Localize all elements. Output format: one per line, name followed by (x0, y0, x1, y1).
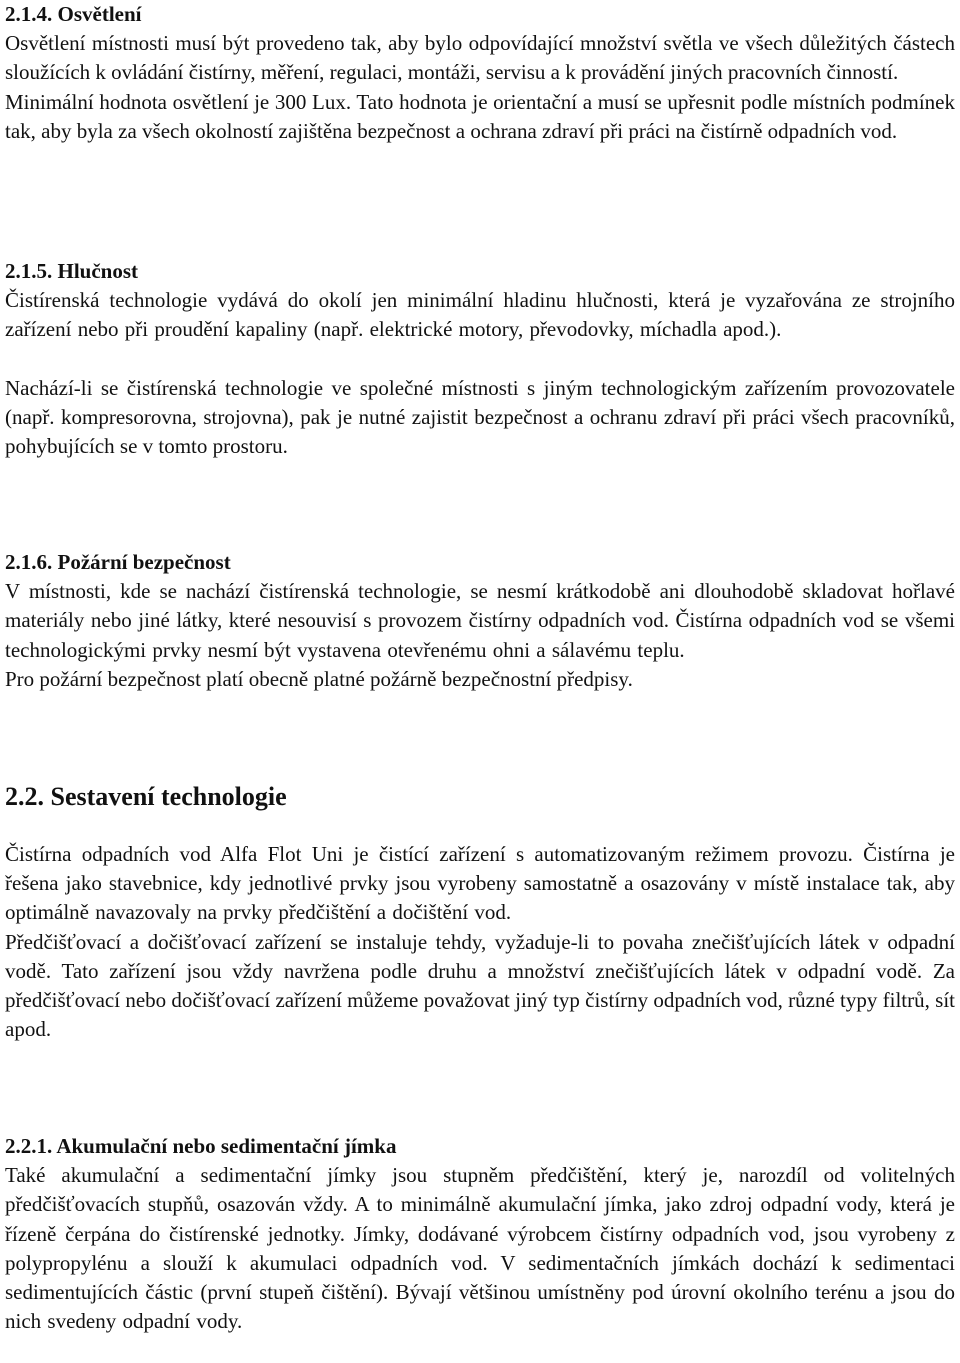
paragraph: Čistírenská technologie vydává do okolí jen minimální hladinu hlučnosti, která je vyzařována ze strojního zařízení nebo při proudění kapaliny (např. elektrické motory, převodovky, míchadla apod.). (5, 288, 955, 342)
paragraph: Čistírna odpadních vod Alfa Flot Uni je čistící zařízení s automatizovaným režimem provozu. Čistírna je řešena jako stavebnice, kdy jednotlivé prvky jsou vyrobeny samostatně a osazovány v místě instalace tak, aby optimálně navazovaly na prvky předčištění a dočištění vod. (5, 842, 955, 925)
section-technology-assembly (5, 782, 955, 1044)
paragraph: Osvětlení místnosti musí být provedeno tak, aby bylo odpovídající množství světla ve všech důležitých částech sloužících k ovládání čistírny, měření, regulaci, montáži, servisu a k provádění jiných pracovních činností. (5, 31, 955, 85)
paragraph: Také akumulační a sedimentační jímky jsou stupněm předčištění, který je, narozdíl od volitelných předčišťovacích stupňů, osazován vždy. A to minimálně akumulační jímka, jako zdroj odpadní vody, která je řízeně čerpána do čistírenské jednotky. Jímky, dodávané výrobcem čistírny odpadních vod, jsou vyrobeny z polypropylénu a slouží k akumulaci odpadních vod. V sedimentačních jímkách dochází k sedimentaci sedimentujících částic (první stupeň čištění). Bývají většinou umístněny pod úrovní okolního terénu a jsou do nich svedeny odpadní vody. (5, 1163, 955, 1334)
paragraph: V místnosti, kde se nachází čistírenská technologie, se nesmí krátkodobě ani dlouhodobě skladovat hořlavé materiály nebo jiné látky, které nesouvisí s provozem čistírny odpadních vod. Čistírna odpadních vod se všemi technologickými prvky nesmí být vystavena otevřenému ohni a sálavému teplu. (5, 579, 955, 662)
section-heading: 2.1.6. Požární bezpečnost (5, 550, 231, 574)
paragraph: Předčišťovací a dočišťovací zařízení se instaluje tehdy, vyžaduje-li to povaha znečišťujících látek v odpadní vodě. Tato zařízení jsou vždy navržena podle druhu a množství znečišťujících látek v odpadní vodě. Za předčišťovací nebo dočišťovací zařízení můžeme považovat jiný typ čistírny odpadních vod, různé typy filtrů, sít apod. (5, 929, 955, 1042)
paragraph: Minimální hodnota osvětlení je 300 Lux. Tato hodnota je orientační a musí se upřesnit podle místních podmínek tak, aby byla za všech okolností zajištěna bezpečnost a ochrana zdraví při práci na čistírně odpadních vod. (5, 89, 955, 143)
section-lighting (5, 0, 955, 146)
section-heading: 2.2. Sestavení technologie (5, 782, 287, 811)
paragraph: Nachází-li se čistírenská technologie ve společné místnosti s jiným technologickým zařízením provozovatele (např. kompresorovna, strojovna), pak je nutné zajistit bezpečnost a ochranu zdraví při práci všech pracovníků, pohybujících se v tomto prostoru. (5, 375, 955, 459)
section-heading: 2.2.1. Akumulační nebo sedimentační jímka (5, 1134, 397, 1158)
section-heading: 2.1.5. Hlučnost (5, 259, 139, 283)
section-fire-safety (5, 548, 955, 694)
section-accumulation-tank (5, 1132, 955, 1336)
section-heading: 2.1.4. Osvětlení (5, 2, 142, 26)
paragraph: Pro požární bezpečnost platí obecně platné požárně bezpečnostní předpisy. (5, 666, 633, 691)
section-noise (5, 257, 955, 461)
